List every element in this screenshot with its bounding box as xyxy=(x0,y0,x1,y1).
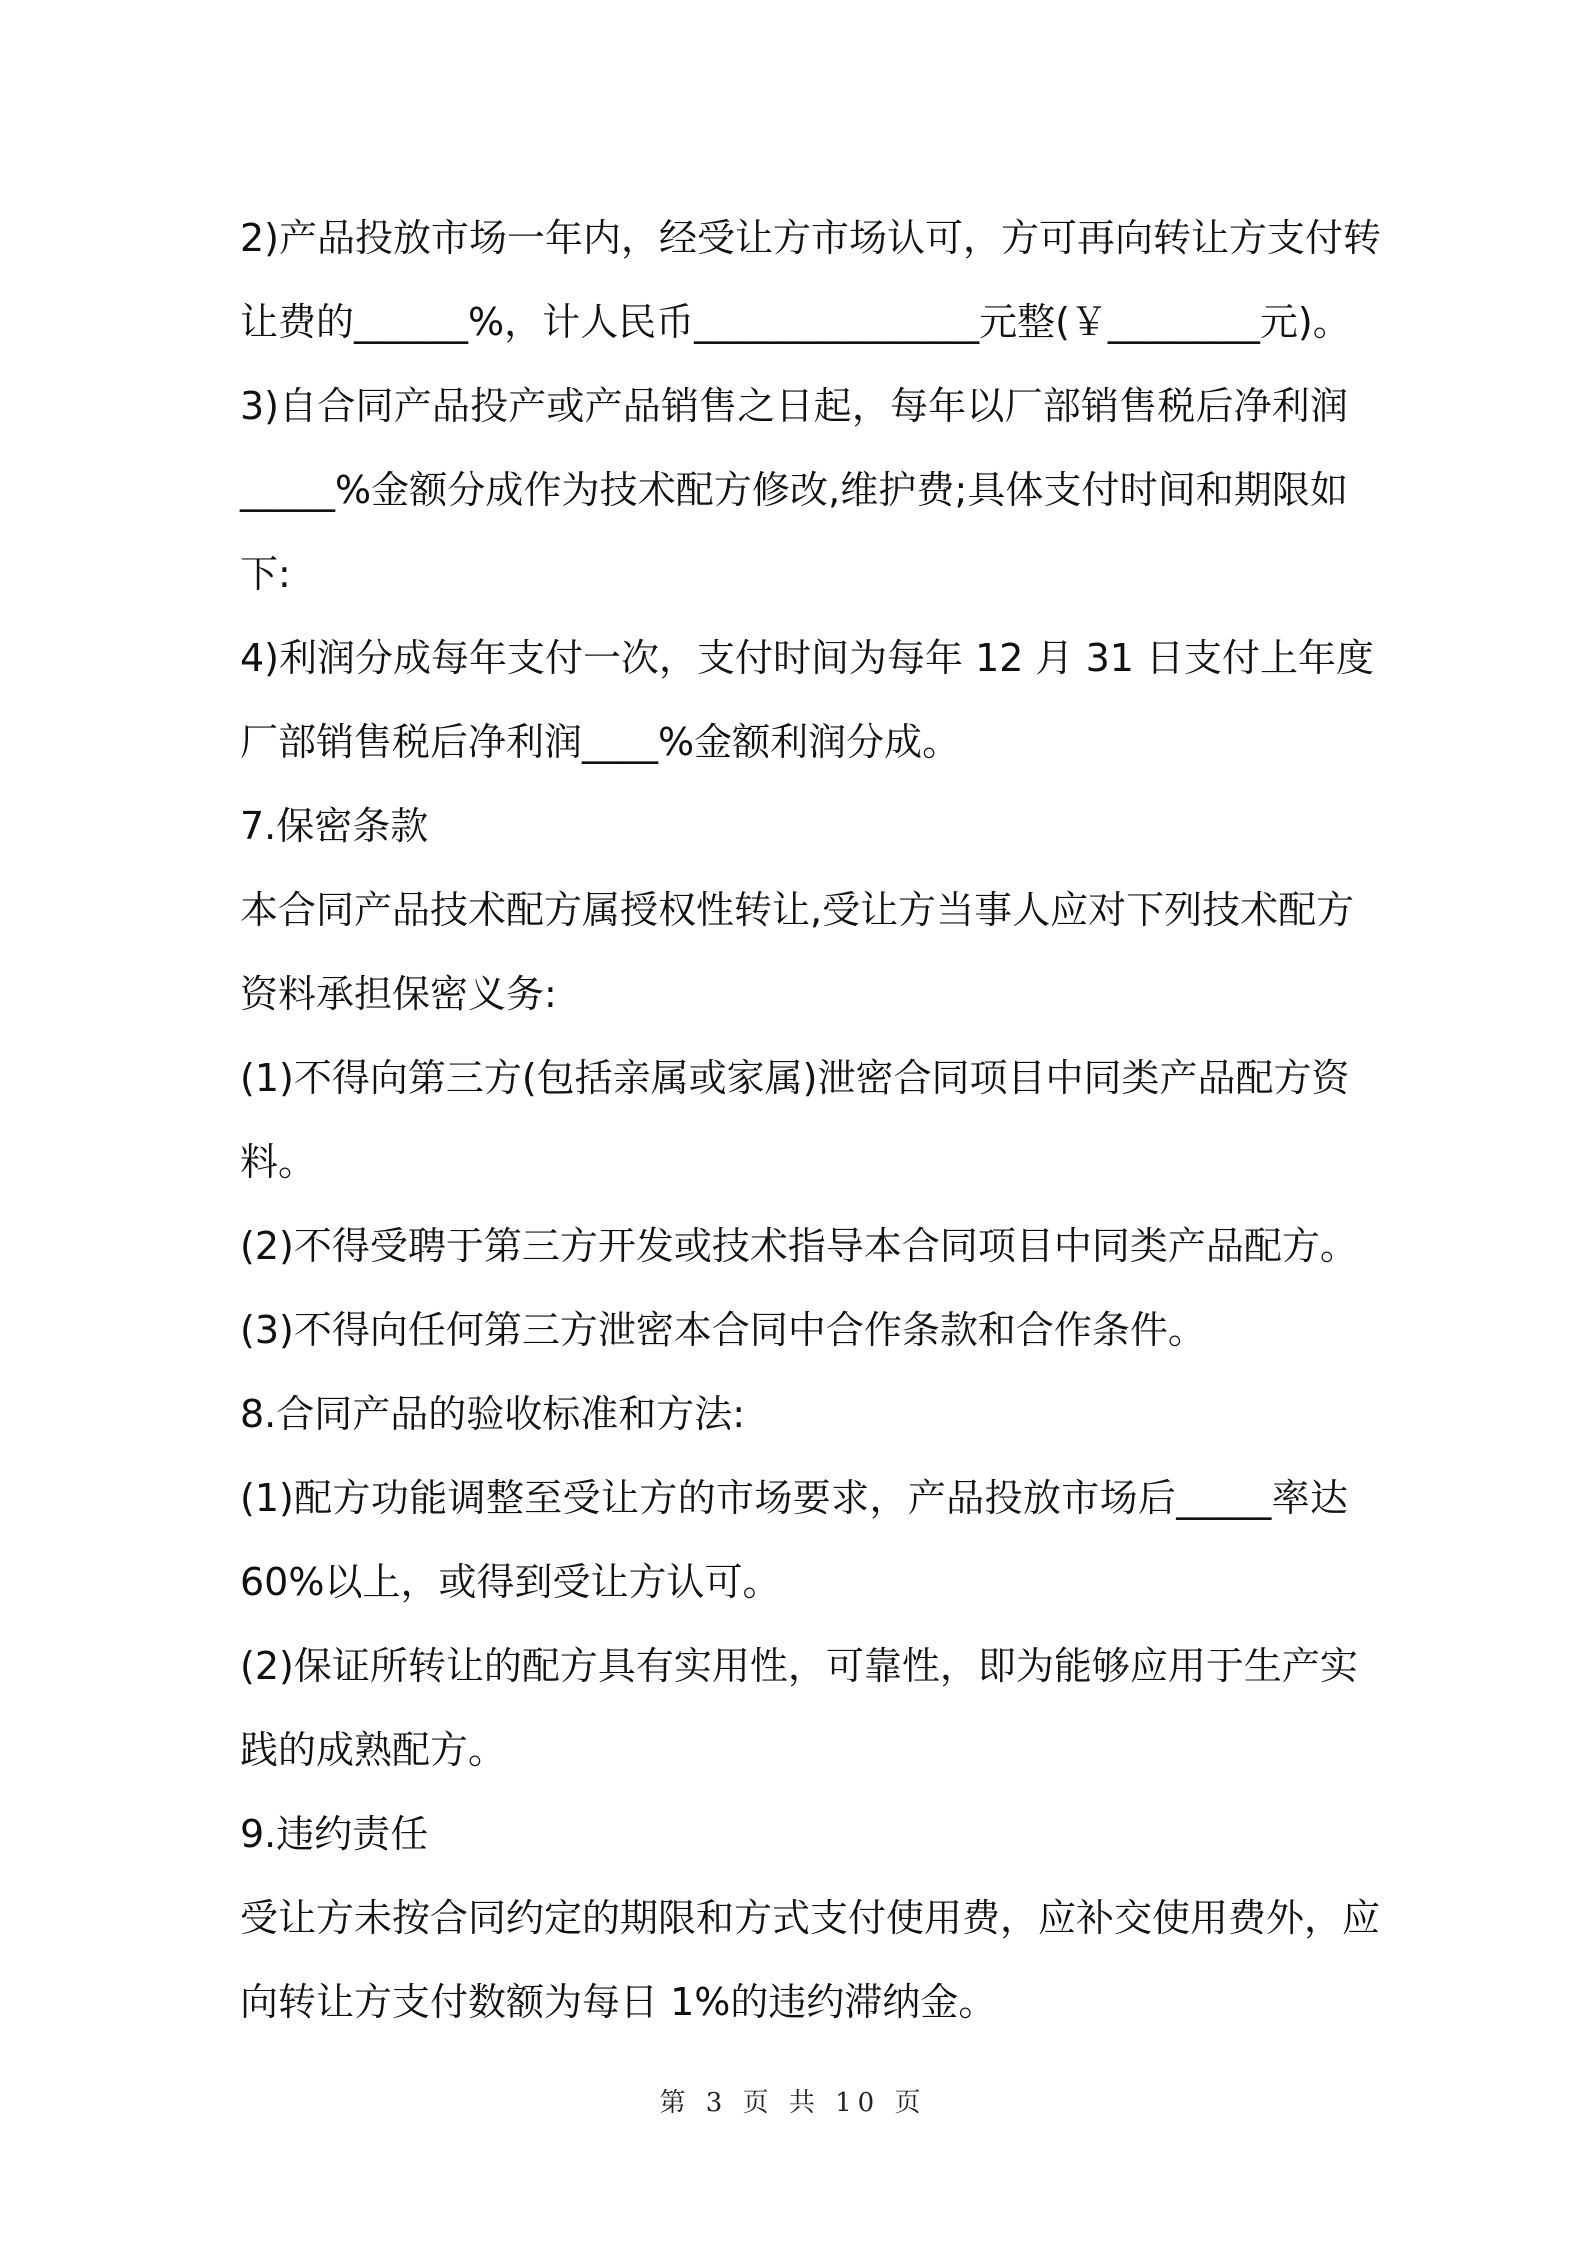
text-line: 3)自合同产品投产或产品销售之日起，每年以厂部销售税后净利润 xyxy=(240,384,1348,428)
text-line: (2)保证所转让的配方具有实用性，可靠性，即为能够应用于生产实 xyxy=(240,1644,1358,1688)
text-line: 资料承担保密义务: xyxy=(240,972,557,1016)
text-line: 向转让方支付数额为每日 1%的违约滞纳金。 xyxy=(240,1980,997,2024)
text-line: (1)配方功能调整至受让方的市场要求，产品投放市场后_____率达 xyxy=(240,1476,1348,1520)
text-line: 践的成熟配方。 xyxy=(240,1728,507,1772)
text-line: 厂部销售税后净利润____%金额利润分成。 xyxy=(240,720,961,764)
text-line: _____%金额分成作为技术配方修改,维护费;具体支付时间和期限如 xyxy=(240,468,1348,512)
text-line: 让费的______%，计人民币_______________元整(￥________元)。 xyxy=(240,300,1351,344)
section-heading: 7.保密条款 xyxy=(240,804,429,848)
page-number-footer: 第 3 页 共 10 页 xyxy=(659,2088,927,2118)
text-line: 4)利润分成每年支付一次，支付时间为每年 12 月 31 日支付上年度 xyxy=(240,636,1375,680)
section-heading: 9.违约责任 xyxy=(240,1812,429,1856)
text-line: 受让方未按合同约定的期限和方式支付使用费，应补交使用费外，应 xyxy=(240,1896,1381,1940)
section-heading: 8.合同产品的验收标准和方法: xyxy=(240,1392,746,1436)
text-line: 本合同产品技术配方属授权性转让,受让方当事人应对下列技术配方 xyxy=(240,888,1355,932)
text-line: 料。 xyxy=(240,1140,317,1184)
text-line: (3)不得向任何第三方泄密本合同中合作条款和合作条件。 xyxy=(240,1308,1206,1352)
text-line: 下: xyxy=(240,552,291,596)
text-line: (1)不得向第三方(包括亲属或家属)泄密合同项目中同类产品配方资 xyxy=(240,1056,1350,1100)
text-line: (2)不得受聘于第三方开发或技术指导本合同项目中同类产品配方。 xyxy=(240,1224,1358,1268)
text-line: 60%以上，或得到受让方认可。 xyxy=(240,1560,781,1604)
document-body xyxy=(240,196,1382,2044)
text-line: 2)产品投放市场一年内，经受让方市场认可，方可再向转让方支付转 xyxy=(240,216,1382,260)
